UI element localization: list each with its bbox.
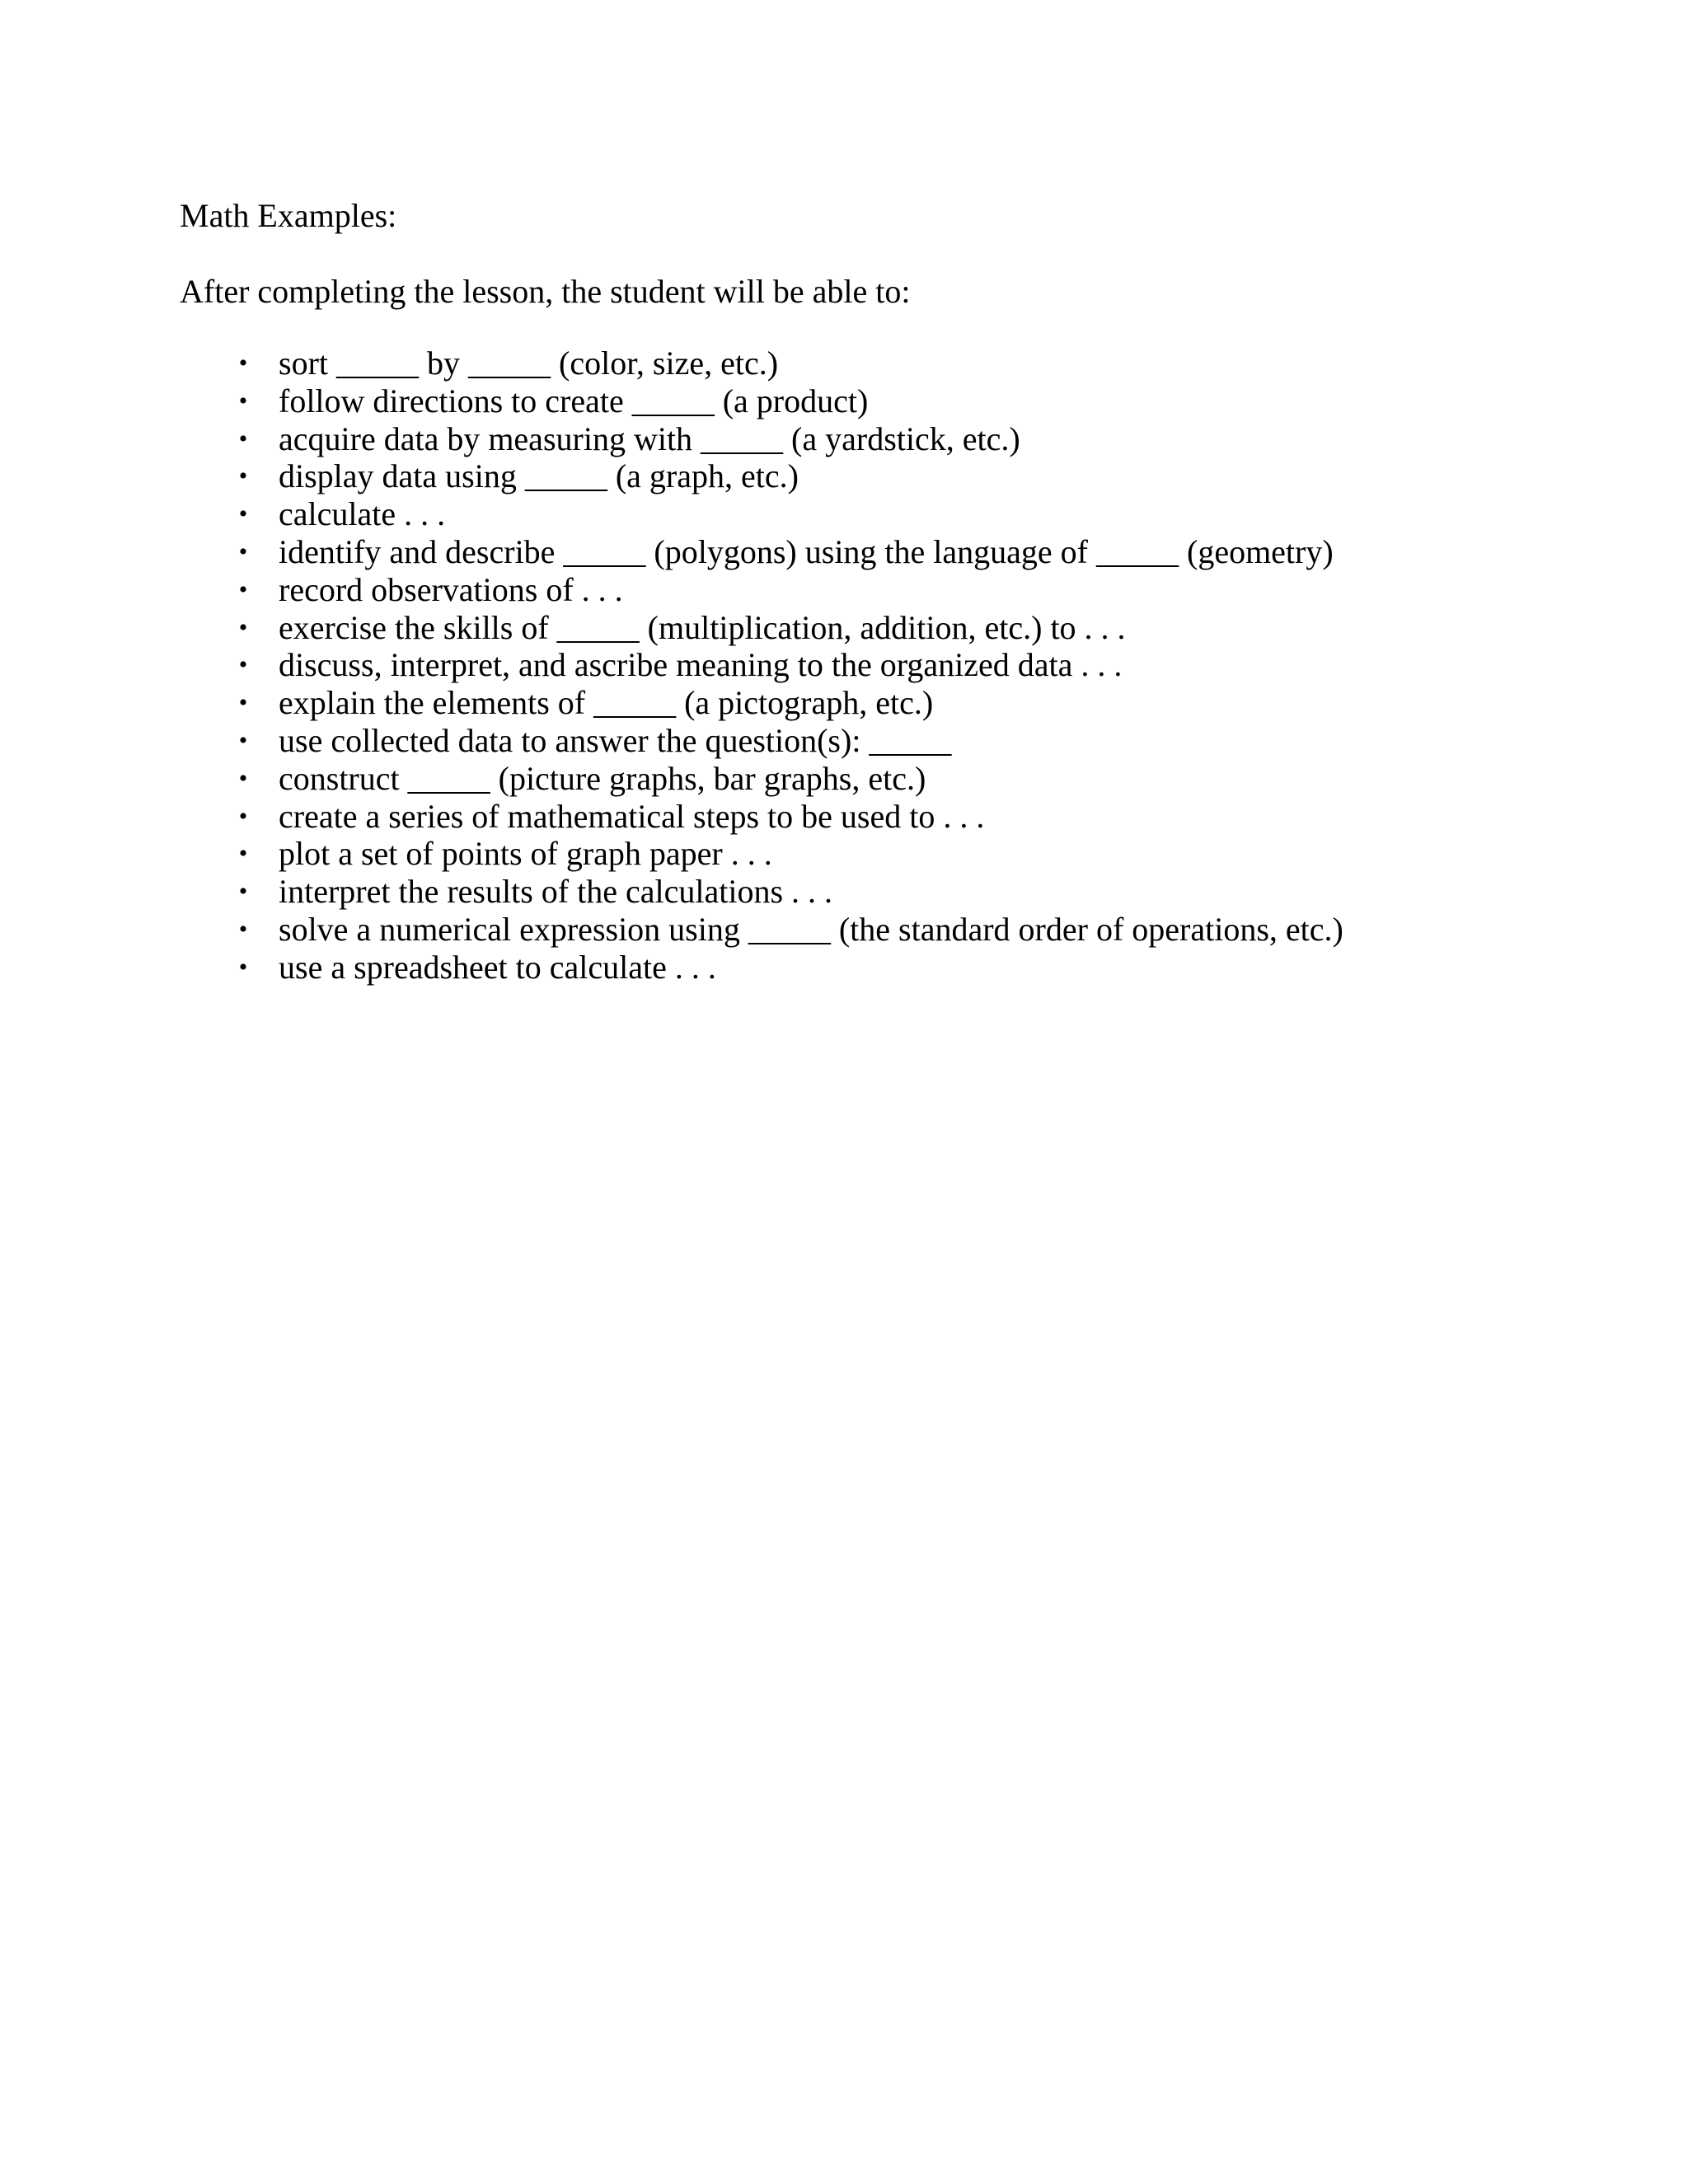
bullet-icon: • — [238, 953, 248, 981]
list-item-text: use collected data to answer the question(s): _____ — [279, 721, 952, 759]
list-item-text: create a series of mathematical steps to be used to . . . — [279, 797, 985, 835]
bullet-icon: • — [238, 349, 248, 377]
bullet-icon: • — [238, 387, 248, 415]
list-item-text: acquire data by measuring with _____ (a yardstick, etc.) — [279, 419, 1020, 457]
list-item-text: plot a set of points of graph paper . . . — [279, 835, 772, 873]
bullet-icon: • — [238, 462, 248, 490]
bullet-icon: • — [238, 840, 248, 868]
list-item-text: explain the elements of _____ (a pictograph, etc.) — [279, 684, 934, 722]
intro-sentence: After completing the lesson, the student will be able to: — [180, 273, 911, 310]
bullet-icon: • — [238, 500, 248, 528]
bullet-icon: • — [238, 878, 248, 906]
bullet-icon: • — [238, 726, 248, 754]
bullet-icon: • — [238, 651, 248, 679]
bullet-icon: • — [238, 689, 248, 717]
list-item-text: use a spreadsheet to calculate . . . — [279, 948, 716, 986]
list-item-text: display data using _____ (a graph, etc.) — [279, 457, 799, 495]
bullet-icon: • — [238, 575, 248, 603]
page-heading: Math Examples: — [180, 197, 397, 234]
list-item-text: identify and describe _____ (polygons) using the language of _____ (geometry) — [279, 532, 1334, 570]
list-item-text: follow directions to create _____ (a product) — [279, 382, 869, 419]
bullet-icon: • — [238, 537, 248, 565]
bullet-icon: • — [238, 613, 248, 641]
list-item-text: exercise the skills of _____ (multiplication, addition, etc.) to . . . — [279, 608, 1126, 646]
list-item-text: solve a numerical expression using _____ (the standard order of operations, etc.) — [279, 910, 1343, 948]
bullet-icon: • — [238, 802, 248, 830]
list-item-text: discuss, interpret, and ascribe meaning to the organized data . . . — [279, 646, 1123, 684]
bullet-icon: • — [238, 764, 248, 792]
list-item-text: interpret the results of the calculations . . . — [279, 873, 833, 911]
bullet-icon: • — [238, 424, 248, 452]
list-item-text: sort _____ by _____ (color, size, etc.) — [279, 344, 779, 382]
bullet-icon: • — [238, 915, 248, 943]
list-item-text: record observations of . . . — [279, 570, 623, 608]
list-item-text: calculate . . . — [279, 495, 446, 533]
list-item-text: construct _____ (picture graphs, bar graphs, etc.) — [279, 759, 926, 797]
